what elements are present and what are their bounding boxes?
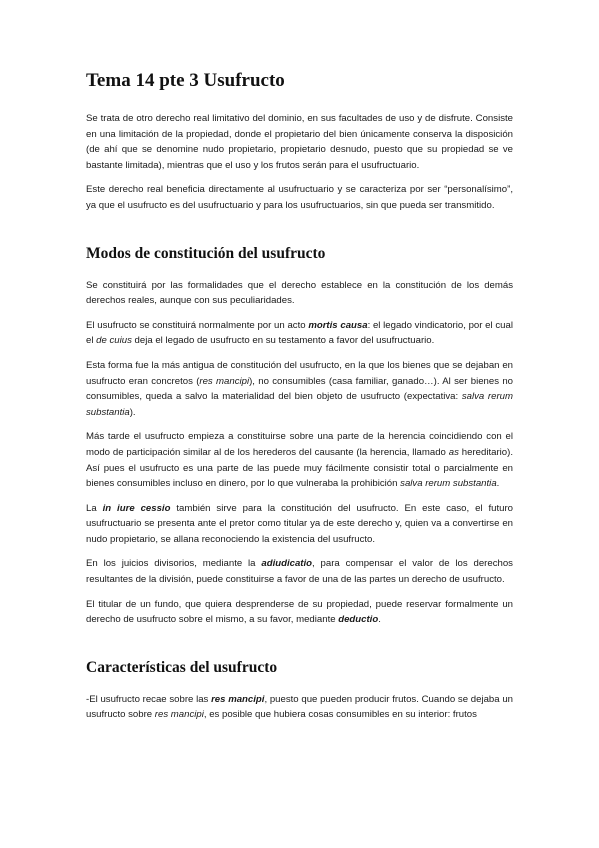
text-run: -El usufructo recae sobre las — [86, 693, 212, 705]
emphasis-mortis-causa: mortis causa — [308, 319, 368, 331]
text-run: La — [86, 502, 103, 514]
text-run: . — [378, 614, 381, 626]
text-run: : el legado vindicatorio, por el cual el — [86, 319, 513, 347]
page-title: Tema 14 pte 3 Usufructo — [86, 70, 285, 91]
text-run: Más tarde el usufructo empieza a constituirse sobre una parte de la herencia coincidiendo con el modo de participación similar al de los herederos del causante (la herencia, llamado — [86, 431, 513, 458]
constitucion-paragraph-5 — [86, 501, 513, 548]
constitucion-paragraph-3 — [86, 358, 513, 420]
text-run: ). — [129, 406, 136, 418]
text-run: deja el legado de usufructo en su testamento a favor del usufructuario. — [131, 335, 435, 347]
text-run: , es posible que hubiera cosas consumibles en su interior: frutos — [203, 709, 477, 721]
intro-paragraph-2: Este derecho real beneficia directamente al usufructuario y se caracteriza por ser “personalísimo”, ya que el usufructo es del usufructuario y para los usufructuarios, sin que pueda ser transmitido. — [86, 184, 513, 211]
text-run: El usufructo se constituirá normalmente por un acto — [86, 319, 309, 331]
emphasis-in-iure-cessio: in iure cessio — [102, 502, 171, 514]
emphasis-as: as — [448, 446, 459, 458]
section-heading-caracteristicas: Características del usufructo — [86, 658, 278, 676]
constitucion-paragraph-2 — [86, 318, 513, 349]
emphasis-res-mancipi: res mancipi — [211, 693, 265, 705]
text-run: . — [496, 478, 500, 490]
text-run: también sirve para la constitución del usufructo. En este caso, el futuro usufructuario se presenta ante el pretor como titular ya de este derecho y, quien va a convertirse en nudo propietario, se allana reconociendo la existencia del usufructo. — [86, 502, 513, 545]
text-run: , puesto que pueden producir frutos. Cuando se dejaba un usufructo sobre — [86, 693, 513, 721]
text-run: hereditario). Así pues el usufructo es una parte de las puede muy fácilmente consistir total o parcialmente en bienes consumibles incluso en dinero, por lo que vulneraba la prohibición — [86, 446, 513, 490]
caracteristicas-paragraph-1 — [86, 692, 513, 723]
intro-paragraph-1: Se trata de otro derecho real limitativo del dominio, en sus facultades de uso y de disfrute. Consiste en una limitación de la propiedad, donde el propietario del bien únicamente conserva la disposición (de ahí que se denomine nudo propietario, propietario desnudo, puesto que su propiedad se ve bastante limitada), mientras que el uso y los frutos serán para el usufructuario. — [86, 113, 513, 171]
constitucion-paragraph-7 — [86, 597, 513, 628]
emphasis-salva-rerum: salva rerum substantia — [86, 391, 513, 418]
emphasis-res-mancipi: res mancipi — [154, 709, 204, 721]
section-spacer — [86, 637, 513, 659]
text-run: ), no consumibles (casa familiar, ganado…). Al ser bienes no consumibles, queda a salvo la materialidad del bien objeto de usufructo (expectativa: — [86, 375, 513, 403]
emphasis-res-mancipi: res mancipi — [199, 375, 250, 387]
emphasis-adiudicatio: adiudicatio — [261, 558, 313, 570]
section-spacer — [86, 223, 513, 245]
text-run: El titular de un fundo, que quiera desprenderse de su propiedad, puede reservar formalmente un derecho de usufructo sobre el mismo, a su favor, mediante — [86, 598, 513, 626]
constitucion-paragraph-4 — [86, 429, 513, 491]
text-run: En los juicios divisorios, mediante la — [86, 558, 262, 570]
text-run: , para compensar el valor de los derechos resultantes de la división, puede constituirse a favor de una de las partes un derecho de usufructo. — [86, 558, 513, 586]
emphasis-deductio: deductio — [338, 614, 379, 626]
constitucion-paragraph-6 — [86, 556, 513, 587]
emphasis-salva-rerum: salva rerum substantia — [400, 478, 497, 490]
section-heading-constitucion: Modos de constitución del usufructo — [86, 244, 326, 262]
emphasis-de-cuius: de cuius — [96, 335, 132, 347]
constitucion-paragraph-1: Se constituirá por las formalidades que el derecho establece en la constitución de los demás derechos reales, aunque con sus peculiaridades. — [86, 279, 513, 307]
text-run: Esta forma fue la más antigua de constitución del usufructo, en la que los bienes que se dejaban en usufructo eran concretos ( — [86, 359, 513, 387]
